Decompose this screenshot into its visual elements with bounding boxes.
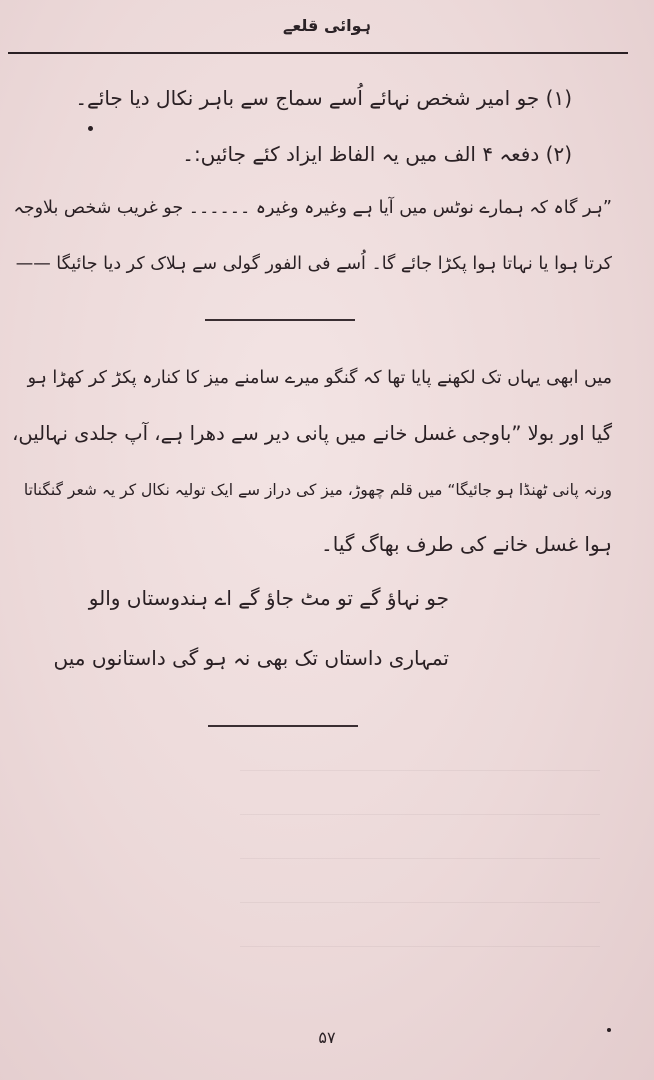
clause-quote-line-2: کرتا ہوا یا نہاتا ہوا پکڑا جائے گا۔ اُسے فی الفور گولی سے ہلاک کر دیا جائیگا —— [15, 254, 612, 274]
ink-speck [88, 126, 93, 131]
couplet-line-2: تمہاری داستاں تک بھی نہ ہو گی داستانوں میں [53, 646, 449, 670]
header-rule [8, 52, 628, 54]
section-divider [205, 319, 355, 321]
narrative-line-3: ورنہ پانی ٹھنڈا ہو جائیگا“ میں قلم چھوڑ، میز کی دراز سے ایک تولیہ نکال کر یہ شعر گنگناتا [23, 481, 612, 499]
section-divider [208, 725, 358, 727]
show-through-texture [240, 740, 600, 990]
clause-1: (۱) جو امیر شخص نہائے اُسے سماج سے باہر نکال دیا جائے۔ [75, 86, 572, 110]
narrative-line-4: ہوا غسل خانے کی طرف بھاگ گیا۔ [321, 532, 612, 556]
clause-quote-line-1: ”ہر گاہ کہ ہمارے نوٹس میں آیا ہے وغیرہ وغیرہ ۔۔۔۔۔۔ جو غریب شخص بلاوجہ [13, 198, 612, 218]
couplet-line-1: جو نہاؤ گے تو مٹ جاؤ گے اے ہندوستاں والو [88, 586, 449, 610]
clause-2: (۲) دفعہ ۴ الف میں یہ الفاظ ایزاد کئے جائیں:۔ [182, 142, 572, 166]
running-title: ہوائی قلعے [282, 16, 372, 35]
page-number: ۵۷ [318, 1028, 336, 1047]
narrative-line-2: گیا اور بولا ”باوجی غسل خانے میں پانی دیر سے دھرا ہے، آپ جلدی نہالیں، [12, 422, 612, 445]
narrative-line-1: میں ابھی یہاں تک لکھنے پایا تھا کہ گنگو میرے سامنے میز کا کنارہ پکڑ کر کھڑا ہو [27, 368, 612, 388]
